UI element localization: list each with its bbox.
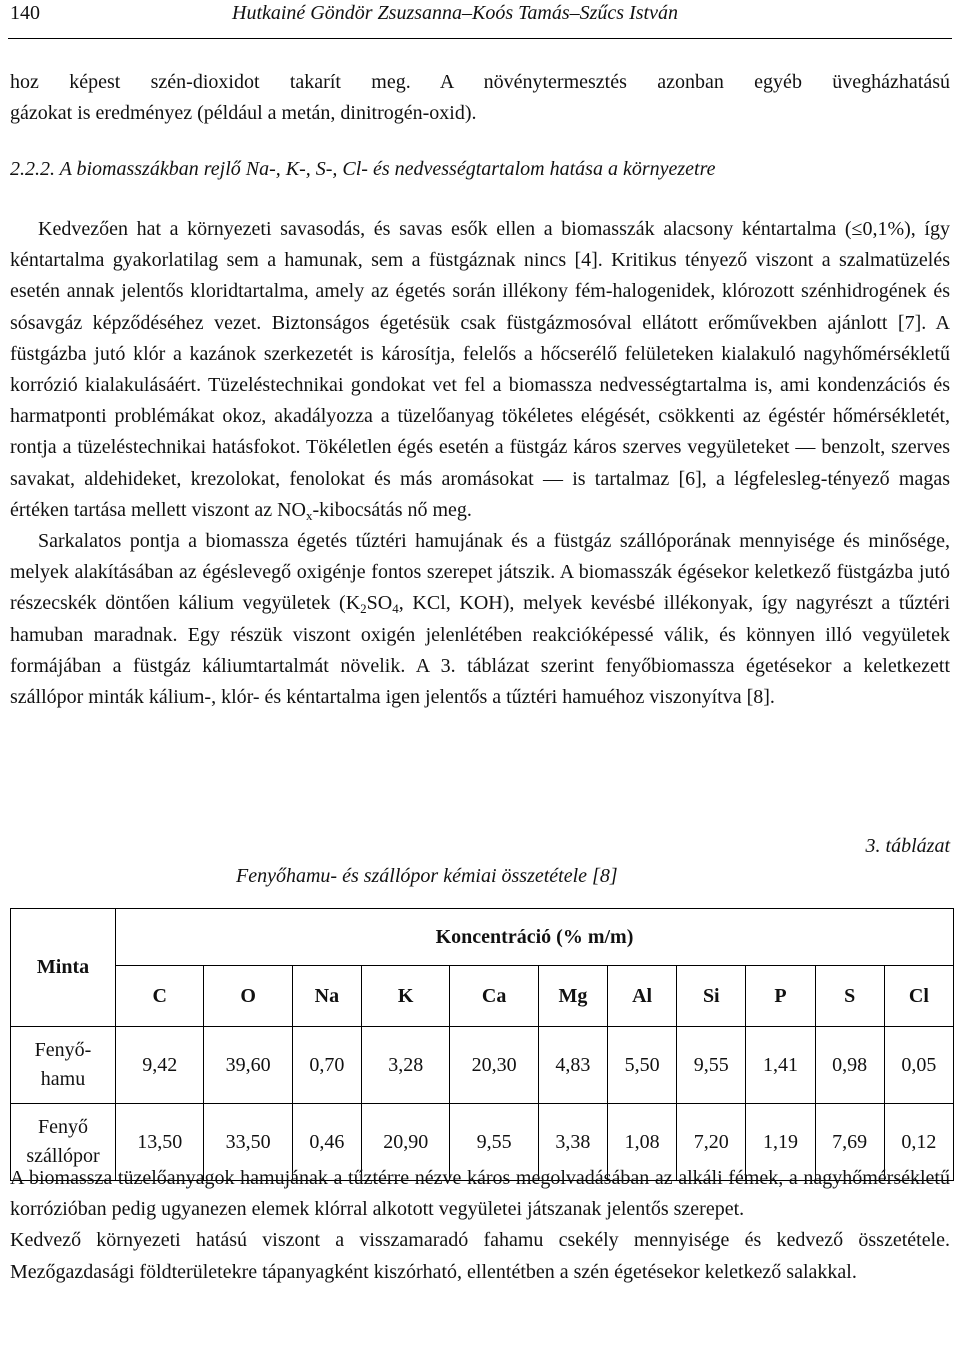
element-header: C [116, 966, 204, 1027]
table-cell: 0,98 [815, 1027, 884, 1104]
paragraph-2 [10, 526, 950, 713]
section-heading: 2.2.2. A biomasszákban rejlő Na-, K-, S-, Cl- és nedvességtartalom hatása a környezetre [10, 158, 716, 180]
sample-column-header: Minta [11, 909, 116, 1027]
table-cell: 0,05 [884, 1027, 953, 1104]
intro-text [10, 67, 950, 129]
table-cell: 5,50 [608, 1027, 677, 1104]
paragraph-1-end: -kibocsátás nő meg. [312, 498, 472, 521]
element-header: O [204, 966, 292, 1027]
table-cell: 13,50 [116, 1104, 204, 1181]
paragraph-2-subscript-2: 4 [392, 601, 399, 617]
paragraph-1-subscript: x [306, 507, 313, 523]
row-label-line: hamu [40, 1068, 86, 1090]
table-cell: 20,30 [450, 1027, 538, 1104]
closing-text [10, 1163, 950, 1288]
intro-line-1: hoz képest szén-dioxidot takarít meg. A növénytermesztés azonban egyéb üvegházhatású [10, 71, 950, 93]
table-cell: 1,19 [746, 1104, 815, 1181]
paragraph-2-subscript-1: 2 [360, 601, 367, 617]
element-header: S [815, 966, 884, 1027]
paragraph-1-text: Kedvezően hat a környezeti savasodás, és savas esők ellen a biomasszák alacsony kéntartalma (≤0,1%), így kéntartalma gyakorlatilag sem a hamunak, sem a füstgáznak nincs [4]. Kritikus tényező viszont a szalmatüzelés esetén annak jelentős kloridtartalma, amely az égetés során illékony fém-halogenidek, klórozott szénhidrogének és sósavgáz képződéséhez vezet. Biztonságos égetésük csak füstgázmosóval ellátott erőművekben ajánlott [7]. A füstgázba jutó klór a kazánok szerkezetét is károsítja, felelős a hőcserélő felületeken kialakuló nagyhőmérsékletű korrózió kialakulásáért. Tüzeléstechnikai gondokat vet fel a biomassza nedvességtartalma is, ami kondenzációs és harmatponti problémákat okoz, akadályozza a tüzelőanyag tökéletes elégését, csökkenti az égéstér hőmérsékletét, rontja a tüzeléstechnikai hatásfokot. Tökéletlen égés esetén a füstgáz káros szerves vegyületeket — benzolt, szerves savakat, aldehideket, krezolokat, fenolokat és más aromásokat — is tartalmaz [6], a légfelesleg-tényező magas értéken tartása mellett viszont az NO [10, 218, 950, 521]
intro-line-2: gázokat is eredményez (például a metán, dinitrogén-oxid). [10, 102, 477, 125]
running-authors: Hutkainé Göndör Zsuzsanna–Koós Tamás–Szűcs István [232, 2, 678, 24]
paragraph-2-text-2: SO [366, 592, 393, 615]
table-cell: 7,69 [815, 1104, 884, 1181]
paragraph-1 [10, 214, 950, 526]
table-cell: 0,12 [884, 1104, 953, 1181]
table-cell: 20,90 [362, 1104, 450, 1181]
table-cell: 39,60 [204, 1027, 292, 1104]
paragraph-4: Kedvező környezeti hatású viszont a visszamaradó fahamu csekély mennyisége és kedvező összetétele. Mezőgazdasági földterületekre tápanyagként kiszórható, ellentétben a szén égetésekor keletkező salakkal. [10, 1229, 950, 1283]
table-row [11, 1027, 954, 1104]
main-text [10, 214, 950, 713]
table-cell: 9,55 [677, 1027, 746, 1104]
concentration-header: Koncentráció (% m/m) [116, 909, 954, 966]
composition-table [10, 908, 954, 1181]
table-cell: 3,38 [538, 1104, 607, 1181]
table-cell: 0,46 [292, 1104, 361, 1181]
row-label-line: Fenyő [38, 1116, 88, 1138]
table-cell: 0,70 [292, 1027, 361, 1104]
table-cell: 4,83 [538, 1027, 607, 1104]
element-header: Ca [450, 966, 538, 1027]
table-cell: 1,08 [608, 1104, 677, 1181]
table-cell: 33,50 [204, 1104, 292, 1181]
table-cell: 9,55 [450, 1104, 538, 1181]
row-label-line: szállópor [26, 1145, 100, 1167]
running-header [8, 0, 952, 39]
page-number: 140 [10, 2, 40, 24]
table-header-row [11, 909, 954, 966]
element-header: P [746, 966, 815, 1027]
paragraph-3: A biomassza tüzelőanyagok hamujának a tűztérre nézve káros megolvadásában az alkáli fémek, a nagyhőmérsékletű korrózióban pedig ugyanezen elemek klórral alkotott vegyületei játszanak jelentős szerepet. [10, 1167, 950, 1221]
table-title: Fenyőhamu- és szállópor kémiai összetétele [8] [236, 865, 618, 887]
table-cell: 1,41 [746, 1027, 815, 1104]
element-header: K [362, 966, 450, 1027]
table-label: 3. táblázat [865, 835, 950, 857]
row-label-line: Fenyő- [34, 1039, 92, 1061]
element-header: Cl [884, 966, 953, 1027]
element-header: Na [292, 966, 361, 1027]
element-header: Si [677, 966, 746, 1027]
table-cell: 3,28 [362, 1027, 450, 1104]
element-header: Al [608, 966, 677, 1027]
paragraph-2-text: Sarkalatos pontja a biomassza égetés tűztéri hamujának és a füstgáz szállóporának mennyisége és minősége, melyek alakításában az égéslevegő oxigénje fontos szerepet játszik. A biomasszák égésekor keletkező füstgázba jutó részecskék döntően kálium vegyületek (K [10, 530, 950, 615]
element-header: Mg [538, 966, 607, 1027]
paragraph-2-text-3: , KCl, KOH), melyek kevésbé illékonyak, így nagyrészt a tűztéri hamuban maradnak. Egy részük viszont oxigén jelenlétében reakcióképessé válik, és könnyen illó vegyületek formájában a füstgáz káliumtartalmát növelik. A 3. táblázat szerint fenyőbiomassza égetésekor a keletkezett szállópor minták kálium-, klór- és kéntartalma igen jelentős a tűztéri hamuéhoz viszonyítva [8]. [10, 592, 950, 709]
table-cell: 7,20 [677, 1104, 746, 1181]
table-cell: 9,42 [116, 1027, 204, 1104]
row-label [11, 1027, 116, 1104]
element-header-row [11, 966, 954, 1027]
